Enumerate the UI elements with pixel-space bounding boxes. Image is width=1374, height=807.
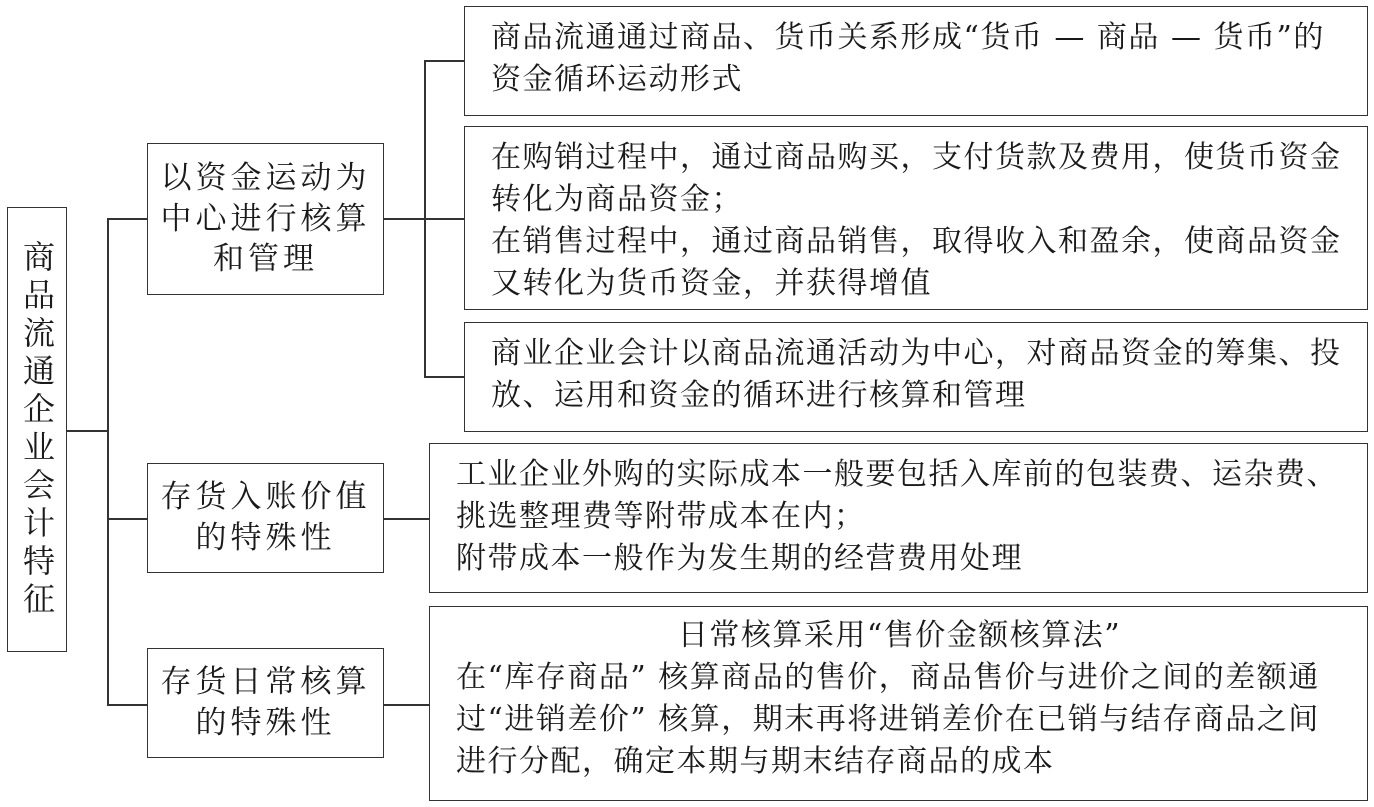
- connector-leaf-2-1: [383, 518, 429, 520]
- connector-group-3: [107, 704, 147, 706]
- leaf-node-2-1: [429, 443, 1368, 593]
- leaf-node-1-2: [464, 126, 1368, 310]
- root-label: 商品流通企业会计特征: [18, 239, 56, 620]
- leaf-node-1-1: [464, 6, 1368, 116]
- leaf-text: 工业企业外购的实际成本一般要包括入库前的包装费、运杂费、挑选整理费等附带成本在内；: [456, 457, 1338, 534]
- connector-root: [67, 430, 108, 432]
- connector-leaf-3-1: [383, 704, 429, 706]
- group-node-inventory-accounting: [147, 648, 384, 758]
- connector-group-1: [107, 218, 147, 220]
- leaf-text: 商品流通通过商品、货币关系形成“货币 — 商品 — 货币”的资金循环运动形式: [491, 20, 1325, 97]
- leaf-text: 附带成本一般作为发生期的经营费用处理: [456, 541, 1023, 576]
- connector-leaf-1-3: [424, 376, 464, 378]
- leaf-title: 日常核算采用“售价金额核算法”: [677, 618, 1122, 653]
- root-node: [7, 207, 67, 652]
- group-label: 存货入账价值的特殊性: [160, 479, 371, 556]
- connector-leaf-1-1: [424, 60, 464, 62]
- leaf-text: 在销售过程中，通过商品销售，取得收入和盈余，使商品资金又转化为货币资金，并获得增值: [491, 224, 1342, 301]
- leaf-node-1-3: [464, 322, 1368, 432]
- group-node-capital-movement: [147, 143, 384, 295]
- leaf-text: 商业企业会计以商品流通活动为中心，对商品资金的筹集、投放、运用和资金的循环进行核算和管理: [491, 336, 1342, 413]
- connector-trunk: [107, 218, 109, 705]
- leaf-text: 在“库存商品” 核算商品的售价，商品售价与进价之间的差额通过“进销差价” 核算，期末再将进销差价在已销与结存商品之间进行分配，确定本期与期末结存商品的成本: [456, 660, 1320, 779]
- leaf-text: 在购销过程中，通过商品购买，支付货款及费用，使货币资金转化为商品资金；: [491, 140, 1342, 217]
- connector-group-2: [107, 518, 147, 520]
- connector-leaf-1-2: [424, 218, 464, 220]
- group-node-inventory-valuation: [147, 463, 384, 573]
- group-label: 存货日常核算的特殊性: [160, 664, 371, 741]
- connector-group-1-out: [383, 218, 425, 220]
- group-label: 以资金运动为中心进行核算和管理: [160, 159, 371, 278]
- leaf-node-3-1: [429, 606, 1368, 801]
